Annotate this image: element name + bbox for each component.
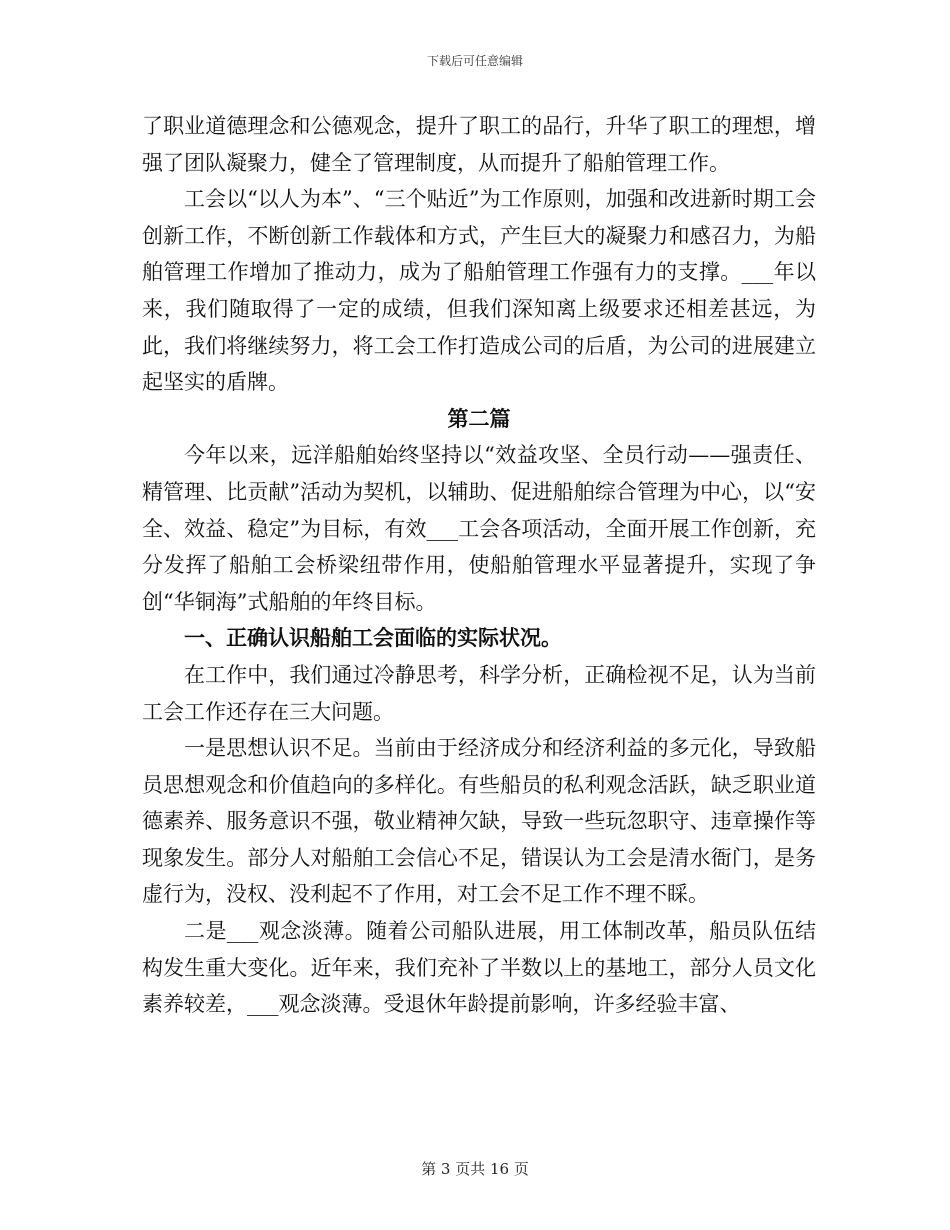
subsection-heading: 一、正确认识船舶工会面临的实际状况。 — [184, 625, 562, 651]
section-heading: 第二篇 — [447, 405, 511, 431]
paragraph-analysis: 在工作中，我们通过冷静思考，科学分析，正确检视不足，认为当前工会工作还存在三大问题。 — [142, 662, 816, 724]
paragraph-problem-two: 二是___观念淡薄。随着公司船队进展，用工体制改革，船员队伍结构发生重大变化。近年来，我们充补了半数以上的基地工，部分人员文化素养较差，___观念淡薄。受退休年龄提前影响，许多经验丰富、 — [142, 919, 816, 1017]
page-footer: 第 3 页共 16 页 — [421, 1160, 529, 1178]
document-body — [142, 108, 816, 1023]
paragraph-continuation: 了职业道德理念和公德观念，提升了职工的品行，升华了职工的理想，增强了团队凝聚力，健全了管理制度，从而提升了船舶管理工作。 — [142, 114, 816, 175]
paragraph-union-principles: 工会以“以人为本”、“三个贴近”为工作原则，加强和改进新时期工会创新工作，不断创新工作载体和方式，产生巨大的凝聚力和感召力，为船舶管理工作增加了推动力，成为了船舶管理工作强有力的支撑。___年以来，我们随取得了一定的成绩，但我们深知离上级要求还相差甚远，为此，我们将继续努力，将工会工作打造成公司的后盾，为公司的进展建立起坚实的盾牌。 — [142, 187, 816, 395]
paragraph-problem-one: 一是思想认识不足。当前由于经济成分和经济利益的多元化，导致船员思想观念和价值趋向的多样化。有些船员的私利观念活跃，缺乏职业道德素养、服务意识不强，敬业精神欠缺，导致一些玩忽职守、违章操作等现象发生。部分人对船舶工会信心不足，错误认为工会是清水衙门，是务虚行为，没权、没利起不了作用，对工会不足工作不理不睬。 — [142, 736, 816, 907]
paragraph-intro: 今年以来，远洋船舶始终坚持以“效益攻坚、全员行动——强责任、精管理、比贡献”活动为契机，以辅助、促进船舶综合管理为中心，以“安全、效益、稳定”为目标，有效___工会各项活动，全面开展工作创新，充分发挥了船舶工会桥梁纽带作用，使船舶管理水平显著提升，实现了争创“华铜海”式船舶的年终目标。 — [142, 443, 816, 614]
page-header: 下载后可任意编辑 — [426, 54, 523, 68]
